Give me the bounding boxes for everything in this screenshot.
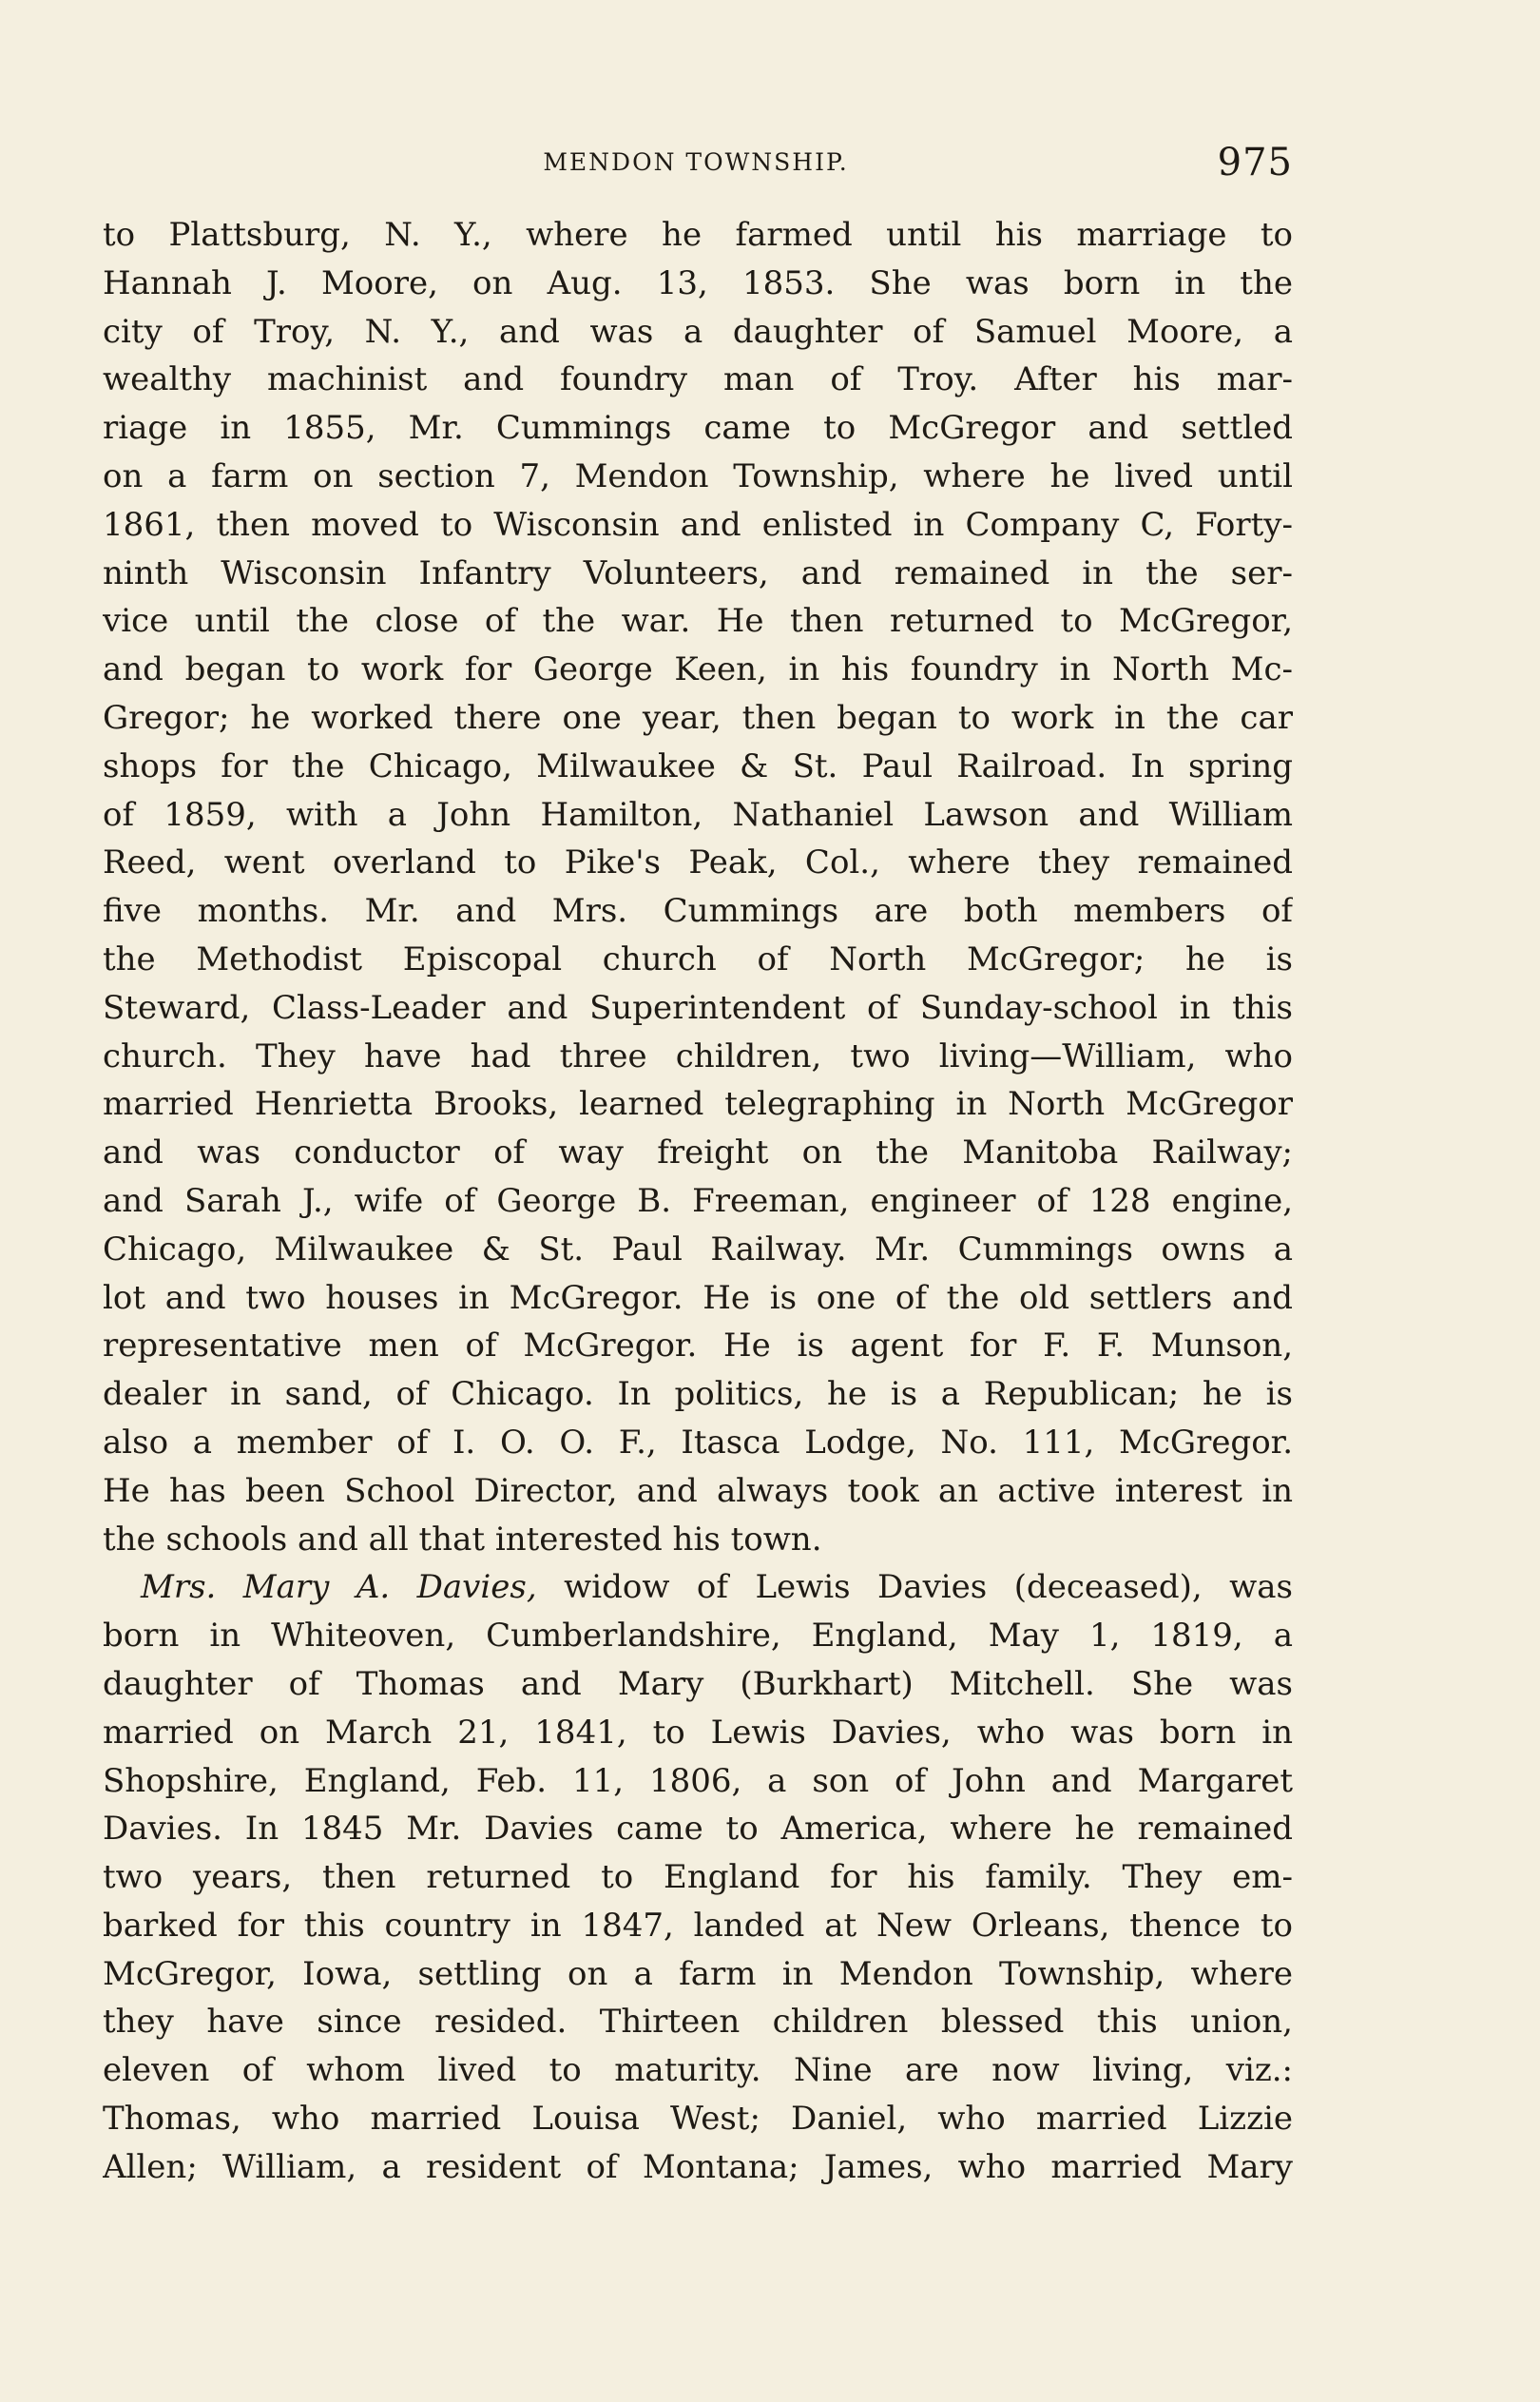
- running-head: [99, 141, 1293, 198]
- text-line: Chicago, Milwaukee & St. Paul Railway. Mr. Cummings owns a: [103, 1230, 1293, 1269]
- text-line: He has been School Director, and always took an active interest in: [103, 1471, 1293, 1510]
- opening-line-rest: widow of Lewis Davies (deceased), was: [536, 1568, 1293, 1607]
- body-text: [103, 211, 1293, 2192]
- text-line: Davies. In 1845 Mr. Davies came to America, where he remained: [103, 1810, 1293, 1849]
- text-line: wealthy machinist and foundry man of Troy. After his mar-: [103, 360, 1293, 399]
- paragraph-opening-line: [103, 1563, 1293, 1612]
- text-line: daughter of Thomas and Mary (Burkhart) Mitchell. She was: [103, 1664, 1293, 1703]
- page-number: 975: [1217, 141, 1293, 184]
- text-line: Thomas, who married Louisa West; Daniel, who married Lizzie: [103, 2100, 1293, 2139]
- text-line: Steward, Class-Leader and Superintendent of Sunday-school in this: [103, 988, 1293, 1027]
- text-line: eleven of whom lived to maturity. Nine are now living, viz.:: [103, 2051, 1293, 2090]
- text-line: city of Troy, N. Y., and was a daughter of Samuel Moore, a: [103, 312, 1293, 351]
- text-line: Shopshire, England, Feb. 11, 1806, a son of John and Margaret: [103, 1761, 1293, 1800]
- text-line: and was conductor of way freight on the Manitoba Railway;: [103, 1133, 1293, 1172]
- text-line: two years, then returned to England for his family. They em-: [103, 1858, 1293, 1897]
- text-line: Hannah J. Moore, on Aug. 13, 1853. She was born in the: [103, 263, 1293, 302]
- text-line: ninth Wisconsin Infantry Volunteers, and remained in the ser-: [103, 553, 1293, 592]
- text-line: the Methodist Episcopal church of North McGregor; he is: [103, 939, 1293, 978]
- text-line: vice until the close of the war. He then returned to McGregor,: [103, 602, 1293, 641]
- text-line: riage in 1855, Mr. Cummings came to McGregor and settled: [103, 409, 1293, 448]
- text-line: dealer in sand, of Chicago. In politics, he is a Republican; he is: [103, 1375, 1293, 1414]
- text-line: barked for this country in 1847, landed at New Orleans, thence to: [103, 1906, 1293, 1945]
- text-line: Gregor; he worked there one year, then began to work in the car: [103, 698, 1293, 737]
- text-line: the schools and all that interested his town.: [103, 1520, 822, 1559]
- text-line: shops for the Chicago, Milwaukee & St. Paul Railroad. In spring: [103, 746, 1293, 785]
- text-line: lot and two houses in McGregor. He is one of the old settlers and: [103, 1278, 1293, 1317]
- text-line: on a farm on section 7, Mendon Township, where he lived until: [103, 456, 1293, 495]
- text-line: McGregor, Iowa, settling on a farm in Mendon Township, where: [103, 1954, 1293, 1993]
- text-line: they have since resided. Thirteen children blessed this union,: [103, 2003, 1293, 2042]
- text-line: and Sarah J., wife of George B. Freeman, engineer of 128 engine,: [103, 1181, 1293, 1220]
- text-line: and began to work for George Keen, in his foundry in North Mc-: [103, 650, 1293, 689]
- text-line: married Henrietta Brooks, learned telegraphing in North McGregor: [103, 1085, 1293, 1124]
- text-line: also a member of I. O. O. F., Itasca Lodge, No. 111, McGregor.: [103, 1423, 1293, 1462]
- text-line: church. They have had three children, two living—William, who: [103, 1036, 1293, 1075]
- text-line: to Plattsburg, N. Y., where he farmed until his marriage to: [103, 216, 1293, 254]
- text-line: Allen; William, a resident of Montana; James, who married Mary: [103, 2147, 1293, 2186]
- text-line: married on March 21, 1841, to Lewis Davies, who was born in: [103, 1713, 1293, 1752]
- running-head-title: MENDON TOWNSHIP.: [543, 148, 849, 176]
- text-line: of 1859, with a John Hamilton, Nathaniel Lawson and William: [103, 795, 1293, 834]
- text-line: representative men of McGregor. He is agent for F. F. Munson,: [103, 1327, 1293, 1366]
- person-name: Mrs. Mary A. Davies,: [141, 1568, 537, 1607]
- text-line: born in Whiteoven, Cumberlandshire, England, May 1, 1819, a: [103, 1617, 1293, 1656]
- text-line: 1861, then moved to Wisconsin and enlisted in Company C, Forty-: [103, 505, 1293, 544]
- text-line: five months. Mr. and Mrs. Cummings are both members of: [103, 892, 1293, 931]
- text-line: Reed, went overland to Pike's Peak, Col., where they remained: [103, 843, 1293, 882]
